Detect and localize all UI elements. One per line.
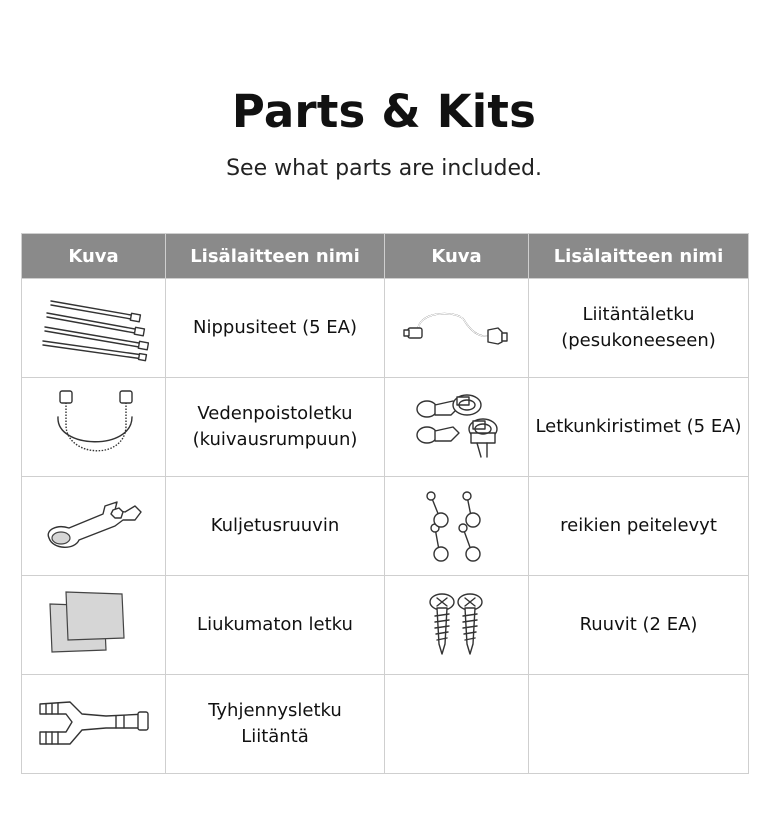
part-name-anti-slip: Liukumaton letku bbox=[166, 576, 385, 675]
part-name-line: Vedenpoistoletku bbox=[197, 403, 353, 424]
part-name-line: Liitäntäletku bbox=[582, 304, 695, 325]
part-name-line: (pesukoneeseen) bbox=[561, 330, 716, 351]
drain-hose-icon bbox=[44, 387, 144, 467]
screws-icon bbox=[422, 592, 492, 658]
part-name-hole-caps: reikien peitelevyt bbox=[529, 477, 749, 576]
parts-table bbox=[21, 233, 749, 774]
hose-clamps-cell bbox=[385, 378, 529, 477]
hose-clamps-icon bbox=[407, 387, 507, 467]
table-row bbox=[22, 378, 749, 477]
cable-ties-cell bbox=[22, 279, 166, 378]
part-name-line: Tyhjennysletku bbox=[208, 700, 342, 721]
header-name-col-2: Lisälaitteen nimi bbox=[529, 234, 749, 279]
part-name-hose-clamps: Letkunkiristimet (5 EA) bbox=[529, 378, 749, 477]
cable-ties-icon bbox=[39, 293, 149, 363]
part-name-spanner: Kuljetusruuvin bbox=[166, 477, 385, 576]
hole-caps-cell bbox=[385, 477, 529, 576]
table-header-row bbox=[22, 234, 749, 279]
hole-caps-icon bbox=[417, 488, 497, 564]
drain-connector-cell bbox=[22, 675, 166, 774]
spanner-icon bbox=[39, 496, 149, 556]
drain-hose-cell bbox=[22, 378, 166, 477]
part-name-line: Liitäntä bbox=[241, 726, 309, 747]
empty-name-cell bbox=[529, 675, 749, 774]
drain-connector-icon bbox=[36, 694, 152, 754]
anti-slip-sheets-icon bbox=[44, 590, 144, 660]
anti-slip-cell bbox=[22, 576, 166, 675]
page-subtitle: See what parts are included. bbox=[226, 156, 542, 181]
part-name-drain-connector bbox=[166, 675, 385, 774]
table-row bbox=[22, 576, 749, 675]
page-title: Parts & Kits bbox=[231, 85, 537, 138]
screws-cell bbox=[385, 576, 529, 675]
part-name-screws: Ruuvit (2 EA) bbox=[529, 576, 749, 675]
part-name-line: (kuivausrumpuun) bbox=[192, 429, 358, 450]
inlet-hose-icon bbox=[402, 298, 512, 358]
part-name-cable-ties: Nippusiteet (5 EA) bbox=[166, 279, 385, 378]
inlet-hose-cell bbox=[385, 279, 529, 378]
header-image-col-2: Kuva bbox=[385, 234, 529, 279]
header-image-col-1: Kuva bbox=[22, 234, 166, 279]
header-name-col-1: Lisälaitteen nimi bbox=[166, 234, 385, 279]
part-name-drain-hose bbox=[166, 378, 385, 477]
table-row bbox=[22, 675, 749, 774]
empty-image-cell bbox=[385, 675, 529, 774]
part-name-inlet-hose bbox=[529, 279, 749, 378]
spanner-cell bbox=[22, 477, 166, 576]
table-row bbox=[22, 477, 749, 576]
table-row bbox=[22, 279, 749, 378]
